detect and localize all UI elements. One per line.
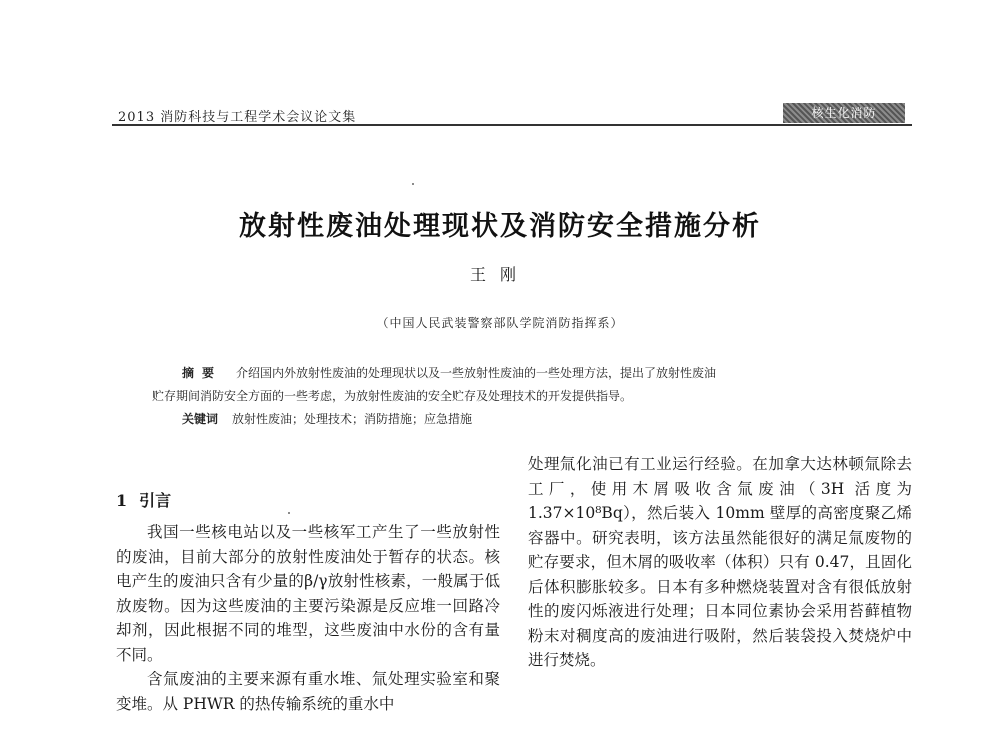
abstract-label: 摘要 <box>182 366 223 380</box>
right-column <box>528 452 912 673</box>
scan-speck <box>288 512 290 514</box>
author-affiliation: （中国人民武装警察部队学院消防指挥系） <box>376 316 624 330</box>
section-title: 引言 <box>139 491 172 510</box>
scan-speck <box>412 183 414 185</box>
body-paragraph: 我国一些核电站以及一些核军工产生了一些放射性的废油，目前大部分的放射性废油处于暂存的状态。核电产生的废油只含有少量的β/γ放射性核素，一般属于低放废物。因为这些废油的主要污染源是反应堆一回路冷却剂，因此根据不同的堆型，这些废油中水份的含有量不同。 <box>116 523 500 664</box>
keywords-text: 放射性废油；处理技术；消防措施；应急措施 <box>232 412 473 426</box>
left-column <box>116 520 500 716</box>
body-paragraph: 含氚废油的主要来源有重水堆、氚处理实验室和聚变堆。从 PHWR 的热传输系统的重水中 <box>116 670 500 713</box>
keywords-line <box>152 408 877 431</box>
abstract-text-1: 介绍国内外放射性废油的处理现状以及一些放射性废油的一些处理方法，提出了放射性废油 <box>236 366 717 380</box>
section-tag: 核生化消防 <box>783 103 905 123</box>
header-rule <box>112 124 912 126</box>
keywords-label: 关键词 <box>182 412 219 426</box>
section-heading <box>116 488 171 511</box>
abstract-line-2: 贮存期间消防安全方面的一些考虑，为放射性废油的安全贮存及处理技术的开发提供指导。 <box>152 389 633 403</box>
running-header: 2013 消防科技与工程学术会议论文集 <box>118 110 357 125</box>
abstract-line-1 <box>152 362 877 385</box>
section-number: 1 <box>116 491 128 510</box>
body-paragraph: 处理氚化油已有工业运行经验。在加拿大达林顿氚除去工厂，使用木屑吸收含氚废油（3H 活度为 1.37×10⁸Bq），然后装入 10mm 壁厚的高密度聚乙烯容器中。研究表明，该方法虽然能很好的满足氚废物的贮存要求，但木屑的吸收率（体积）只有 0.47，且固化后体积膨胀较多。日本有多种燃烧装置对含有很低放射性的废闪烁液进行处理；日本同位素协会采用苔藓植物粉末对稠度高的废油进行吸附，然后装袋投入焚烧炉中进行焚烧。 <box>528 455 912 669</box>
author-name: 王刚 <box>469 265 530 284</box>
paper-title: 放射性废油处理现状及消防安全措施分析 <box>239 211 761 242</box>
abstract-block <box>152 362 877 431</box>
